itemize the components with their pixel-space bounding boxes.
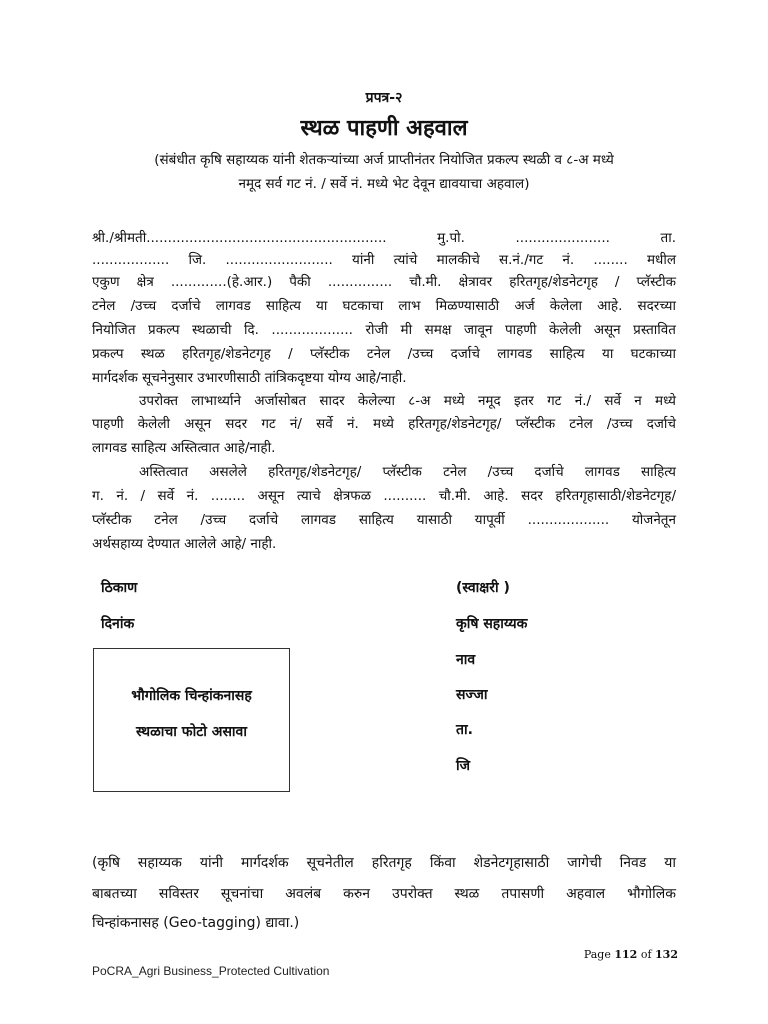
photo-box-line-1: भौगोलिक चिन्हांकनासह bbox=[131, 688, 252, 704]
page-title: स्थळ पाहणी अहवाल bbox=[300, 116, 468, 141]
para1-line-1: श्री./श्रीमती........................................................ मु.पो. ...................... ता. bbox=[92, 230, 676, 246]
para3-line-4: अर्थसहाय्य देण्यात आलेले आहे/ नाही. bbox=[92, 536, 277, 552]
signature-label: (स्वाक्षरी ) bbox=[456, 580, 510, 596]
subtitle bbox=[84, 148, 684, 196]
para1-line-7: मार्गदर्शक सूचनेनुसार उभारणीसाठी तांत्रिकदृष्टया योग्य आहे/नाही. bbox=[92, 370, 407, 386]
para1-line-6: प्रकल्प स्थळ हरितगृह/शेडनेटगृह / प्लॅस्टीक टनेल /उच्च दर्जाचे लागवड साहित्य या घटकाच्या bbox=[92, 346, 676, 362]
para1-line-2: .................. जि. ......................... यांनी त्यांचे मालकीचे स.नं./गट नं. ........ मधील bbox=[92, 252, 676, 268]
para1-line-5: नियोजित प्रकल्प स्थळाची दि. ................... रोजी मी समक्ष जावून पाहणी केलेली असून प्रस्तावित bbox=[92, 322, 676, 338]
para2-line-1: उपरोक्त लाभार्थ्याने अर्जासोबत सादर केलेल्या ८-अ मध्ये नमूद इतर गट नं./ सर्वे न मध्ये bbox=[139, 393, 676, 409]
photo-placeholder-box bbox=[93, 648, 290, 792]
subtitle-line-1: (संबंधीत कृषि सहाय्यक यांनी शेतकऱ्यांच्या अर्ज प्राप्तीनंतर नियोजित प्रकल्प स्थळी व ८-अ मध्ये bbox=[154, 152, 614, 168]
note-line-3: चिन्हांकनासह (Geo-tagging) द्यावा.) bbox=[92, 915, 300, 931]
designation-label: कृषि सहाय्यक bbox=[456, 616, 528, 632]
taluka-label: ता. bbox=[456, 722, 473, 738]
form-number: प्रपत्र-२ bbox=[365, 90, 403, 106]
name-label: नाव bbox=[456, 652, 476, 668]
page-number bbox=[560, 948, 678, 961]
place-label: ठिकाण bbox=[101, 580, 138, 596]
page-of: of bbox=[640, 948, 652, 961]
page-total: 132 bbox=[655, 948, 678, 961]
para3-line-1: अस्तित्वात असलेले हरितगृह/शेडनेटगृह/ प्लॅस्टीक टनेल /उच्च दर्जाचे लागवड साहित्य bbox=[139, 464, 676, 480]
district-label: जि bbox=[456, 758, 471, 774]
para3-line-3: प्लॅस्टीक टनेल /उच्च दर्जाचे लागवड साहित्य यासाठी यापूर्वी ................... योजनेतून bbox=[92, 512, 676, 528]
page-current: 112 bbox=[614, 948, 638, 961]
para2-line-3: लागवड साहित्य अस्तित्वात आहे/नाही. bbox=[92, 440, 276, 456]
date-label: दिनांक bbox=[101, 616, 135, 632]
photo-box-line-2: स्थळाचा फोटो असावा bbox=[136, 724, 247, 740]
subtitle-line-2: नमूद सर्व गट नं. / सर्वे नं. मध्ये भेट देवून द्यावयाचा अहवाल) bbox=[238, 176, 530, 192]
note-line-1: (कृषि सहाय्यक यांनी मार्गदर्शक सूचनेतील हरितगृह किंवा शेडनेटगृहासाठी जागेची निवड या bbox=[92, 855, 676, 871]
footer-text: PoCRA_Agri Business_Protected Cultivation bbox=[92, 964, 330, 978]
note-line-2: बाबतच्या सविस्तर सूचनांचा अवलंब करुन उपरोक्त स्थळ तपासणी अहवाल भौगोलिक bbox=[92, 886, 676, 902]
page-prefix: Page bbox=[583, 948, 611, 961]
para1-line-3: एकुण क्षेत्र .............(हे.आर.) पैकी ............... चौ.मी. क्षेत्रावर हरितगृह/शेडनेटगृह / प्लॅस्टीक bbox=[92, 274, 676, 290]
sajja-label: सज्जा bbox=[456, 687, 488, 703]
para1-line-4: टनेल /उच्च दर्जाचे लागवड साहित्य या घटकाचा लाभ मिळण्यासाठी अर्ज केलेला आहे. सदरच्या bbox=[92, 298, 676, 314]
para3-line-2: ग. नं. / सर्वे नं. ........ असून त्याचे क्षेत्रफळ .......... चौ.मी. आहे. सदर हरितगृहासाठी/शेडनेटगृह/ bbox=[92, 488, 676, 504]
para2-line-2: पाहणी केलेली असून सदर गट नं/ सर्वे नं. मध्ये हरितगृह/शेडनेटगृह/ प्लॅस्टीक टनेल /उच्च दर्जाचे bbox=[92, 416, 676, 432]
